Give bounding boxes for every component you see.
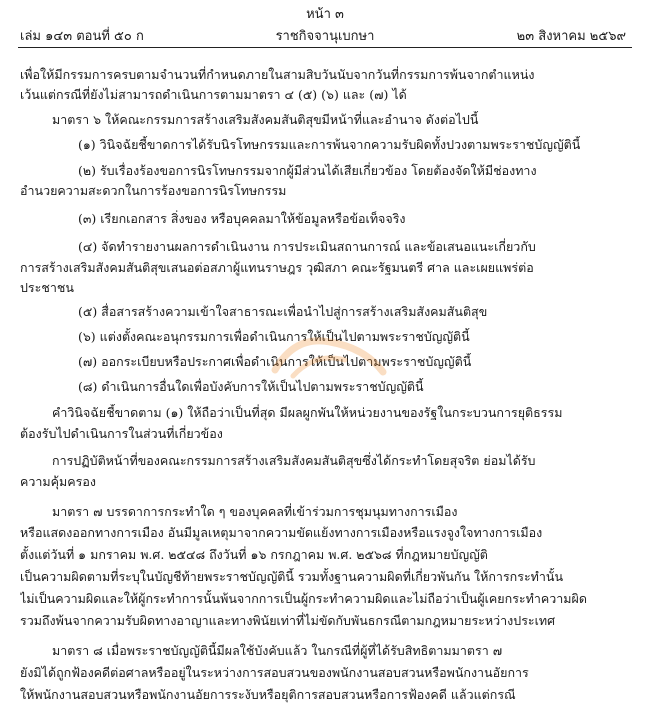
watermark-logo: [255, 330, 405, 390]
duty-7: (๗) ออกระเบียบหรือประกาศเพื่อดำเนินการให้เป็นไปตามพระราชบัญญัตินี้: [78, 354, 472, 369]
body-line: ความคุ้มครอง: [20, 474, 96, 489]
duty-8: (๘) ดำเนินการอื่นใดเพื่อบังคับการให้เป็นไปตามพระราชบัญญัตินี้: [78, 379, 424, 394]
duty-5: (๕) สื่อสารสร้างความเข้าใจสาธารณะเพื่อนำไปสู่การสร้างเสริมสังคมสันติสุข: [78, 304, 488, 319]
body-line: ประชาชน: [20, 280, 74, 295]
body-line: ยังมิได้ถูกฟ้องคดีต่อศาลหรืออยู่ในระหว่างการสอบสวนของพนักงานสอบสวนหรือพนักงานอัยการ: [20, 665, 529, 680]
body-line: ให้พนักงานสอบสวนหรือพนักงานอัยการระงับหรือยุติการสอบสวนหรือการฟ้องคดี แล้วแต่กรณี: [20, 687, 516, 702]
duty-3: (๓) เรียกเอกสาร สิ่งของ หรือบุคคลมาให้ข้อมูลหรือข้อเท็จจริง: [78, 211, 406, 226]
body-line: รวมถึงพ้นจากความรับผิดทางอาญาและทางพินัยเท่าที่ไม่ขัดกับพันธกรณีตามกฎหมายระหว่างประเทศ: [20, 613, 556, 628]
body-line: หรือแสดงออกทางการเมือง อันมีมูลเหตุมาจากความขัดแย้งทางการเมืองหรือแรงจูงใจทางการเมือง: [20, 525, 543, 540]
section-6-heading: มาตรา ๖ ให้คณะกรรมการสร้างเสริมสังคมสันติสุขมีหน้าที่และอำนาจ ดังต่อไปนี้: [52, 112, 479, 127]
body-line: ตั้งแต่วันที่ ๑ มกราคม พ.ศ. ๒๕๔๘ ถึงวันที่ ๑๖ กรกฎาคม พ.ศ. ๒๕๖๘ ที่กฎหมายบัญญัติ: [20, 547, 488, 562]
duty-2: (๒) รับเรื่องร้องขอการนิรโทษกรรมจากผู้มีส่วนได้เสียเกี่ยวข้อง โดยต้องจัดให้มีช่องทาง: [78, 163, 537, 178]
volume-issue: เล่ม ๑๔๓ ตอนที่ ๕๐ ก: [20, 29, 144, 44]
body-line: เป็นความผิดตามที่ระบุในบัญชีท้ายพระราชบัญญัตินี้ รวมทั้งฐานความผิดที่เกี่ยวพันกัน ให้การกระทำนั้น: [20, 569, 564, 584]
body-line: ไม่เป็นความผิดและให้ผู้กระทำการนั้นพ้นจากการเป็นผู้กระทำความผิดและไม่ถือว่าเป็นผู้เคยกระทำความผิด: [20, 591, 587, 606]
gazette-title: ราชกิจจานุเบกษา: [275, 29, 375, 44]
duty-1: (๑) วินิจฉัยชี้ขาดการได้รับนิรโทษกรรมและการพ้นจากความรับผิดทั้งปวงตามพระราชบัญญัตินี้: [78, 137, 581, 152]
body-line: ต้องรับไปดำเนินการในส่วนที่เกี่ยวข้อง: [20, 426, 223, 441]
body-line: เว้นแต่กรณีที่ยังไม่สามารถดำเนินการตามมาตรา ๔ (๕) (๖) และ (๗) ได้: [20, 87, 407, 102]
header-divider: [18, 47, 632, 48]
body-line: อำนวยความสะดวกในการร้องขอการนิรโทษกรรม: [20, 183, 287, 198]
section-8-heading: มาตรา ๘ เมื่อพระราชบัญญัตินี้มีผลใช้บังคับแล้ว ในกรณีที่ผู้ที่ได้รับสิทธิตามมาตรา ๗: [52, 643, 503, 658]
body-line: คำวินิจฉัยชี้ขาดตาม (๑) ให้ถือว่าเป็นที่สุด มีผลผูกพันให้หน่วยงานของรัฐในกระบวนการยุติธรรม: [52, 405, 563, 420]
gazette-header: [0, 0, 650, 52]
duty-6: (๖) แต่งตั้งคณะอนุกรรมการเพื่อดำเนินการให้เป็นไปตามพระราชบัญญัตินี้: [78, 329, 470, 344]
publication-date: ๒๓ สิงหาคม ๒๕๖๙: [516, 29, 626, 44]
body-line: การปฏิบัติหน้าที่ของคณะกรรมการสร้างเสริมสังคมสันติสุขซึ่งได้กระทำโดยสุจริต ย่อมได้รับ: [52, 453, 536, 468]
body-line: การสร้างเสริมสังคมสันติสุขเสนอต่อสภาผู้แทนราษฎร วุฒิสภา คณะรัฐมนตรี ศาล และเผยแพร่ต่อ: [20, 260, 534, 275]
body-line: เพื่อให้มีกรรมการครบตามจำนวนที่กำหนดภายในสามสิบวันนับจากวันที่กรรมการพ้นจากตำแหน่ง: [20, 67, 535, 82]
duty-4: (๔) จัดทำรายงานผลการดำเนินงาน การประเมินสถานการณ์ และข้อเสนอแนะเกี่ยวกับ: [78, 239, 536, 254]
page-number: หน้า ๓: [306, 7, 344, 22]
section-7-heading: มาตรา ๗ บรรดาการกระทำใด ๆ ของบุคคลที่เข้าร่วมการชุมนุมทางการเมือง: [52, 504, 458, 519]
